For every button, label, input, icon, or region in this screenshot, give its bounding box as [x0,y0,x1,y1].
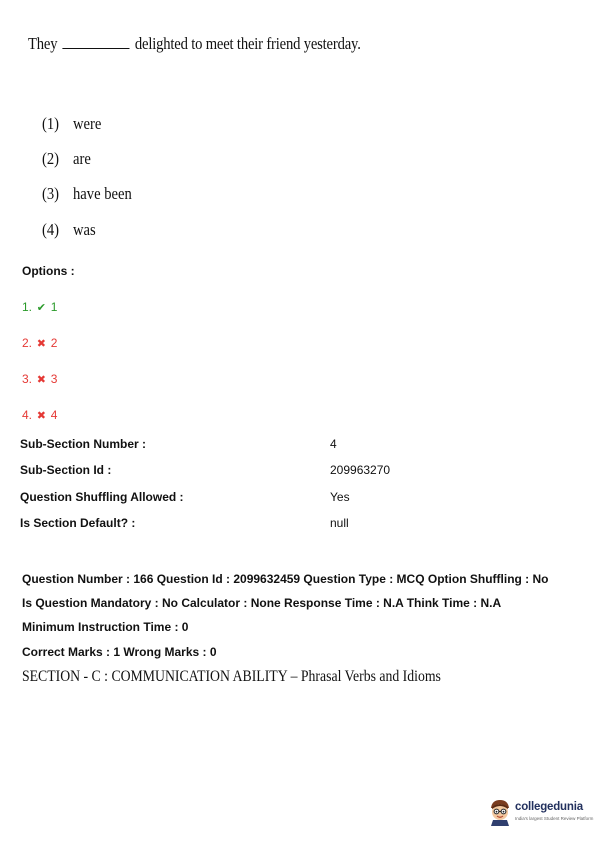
option-value: 2 [50,336,58,350]
check-icon: ✔ [36,302,46,314]
choice-number: (2) [42,149,60,168]
question-meta-line-1: Question Number : 166 Question Id : 2099632459 Question Type : MCQ Option Shuffling : No [22,572,549,586]
option-1 [22,300,57,314]
choice-number: (3) [42,184,60,203]
question-meta-line-4: Correct Marks : 1 Wrong Marks : 0 [22,645,217,659]
cross-icon: ✖ [36,374,46,386]
choice-number: (4) [42,220,60,239]
cross-icon: ✖ [36,338,46,350]
choice-4 [42,220,96,240]
subsection-number-label: Sub-Section Number : [20,437,147,451]
question-shuffling-label: Question Shuffling Allowed : [20,490,184,504]
choice-text: have been [72,184,132,203]
option-3 [22,372,57,386]
option-value: 3 [50,372,58,386]
option-4 [22,408,57,422]
choice-3 [42,184,132,204]
subsection-id-label: Sub-Section Id : [20,463,112,477]
option-prefix: 1. [22,300,33,314]
logo-tagline: India's largest Student Review Platform [515,816,594,821]
option-prefix: 3. [22,372,33,386]
question-after: delighted to meet their friend yesterday. [134,34,361,53]
mascot-icon [488,798,512,826]
logo-name: collegedunia [515,801,583,813]
choice-2 [42,149,91,169]
subsection-id-value: 209963270 [330,463,391,477]
collegedunia-logo [488,798,594,828]
subsection-number-value: 4 [330,437,337,451]
choice-1 [42,114,101,134]
section-title: SECTION - C : COMMUNICATION ABILITY – Phrasal Verbs and Idioms [22,668,441,685]
choice-text: are [72,149,91,168]
question-text [28,34,361,54]
option-prefix: 2. [22,336,33,350]
choice-number: (1) [42,114,60,133]
options-heading: Options : [22,264,75,278]
choice-text: were [72,114,102,133]
option-value: 4 [50,408,58,422]
section-default-value: null [330,516,349,530]
question-before: They [28,34,58,53]
question-meta-line-3: Minimum Instruction Time : 0 [22,620,189,634]
question-blank [63,34,130,49]
cross-icon: ✖ [36,410,46,422]
option-value: 1 [50,300,58,314]
choice-text: was [72,220,96,239]
option-prefix: 4. [22,408,33,422]
option-2 [22,336,57,350]
question-meta-line-2: Is Question Mandatory : No Calculator : None Response Time : N.A Think Time : N.A [22,596,502,610]
section-default-label: Is Section Default? : [20,516,136,530]
question-shuffling-value: Yes [330,490,350,504]
